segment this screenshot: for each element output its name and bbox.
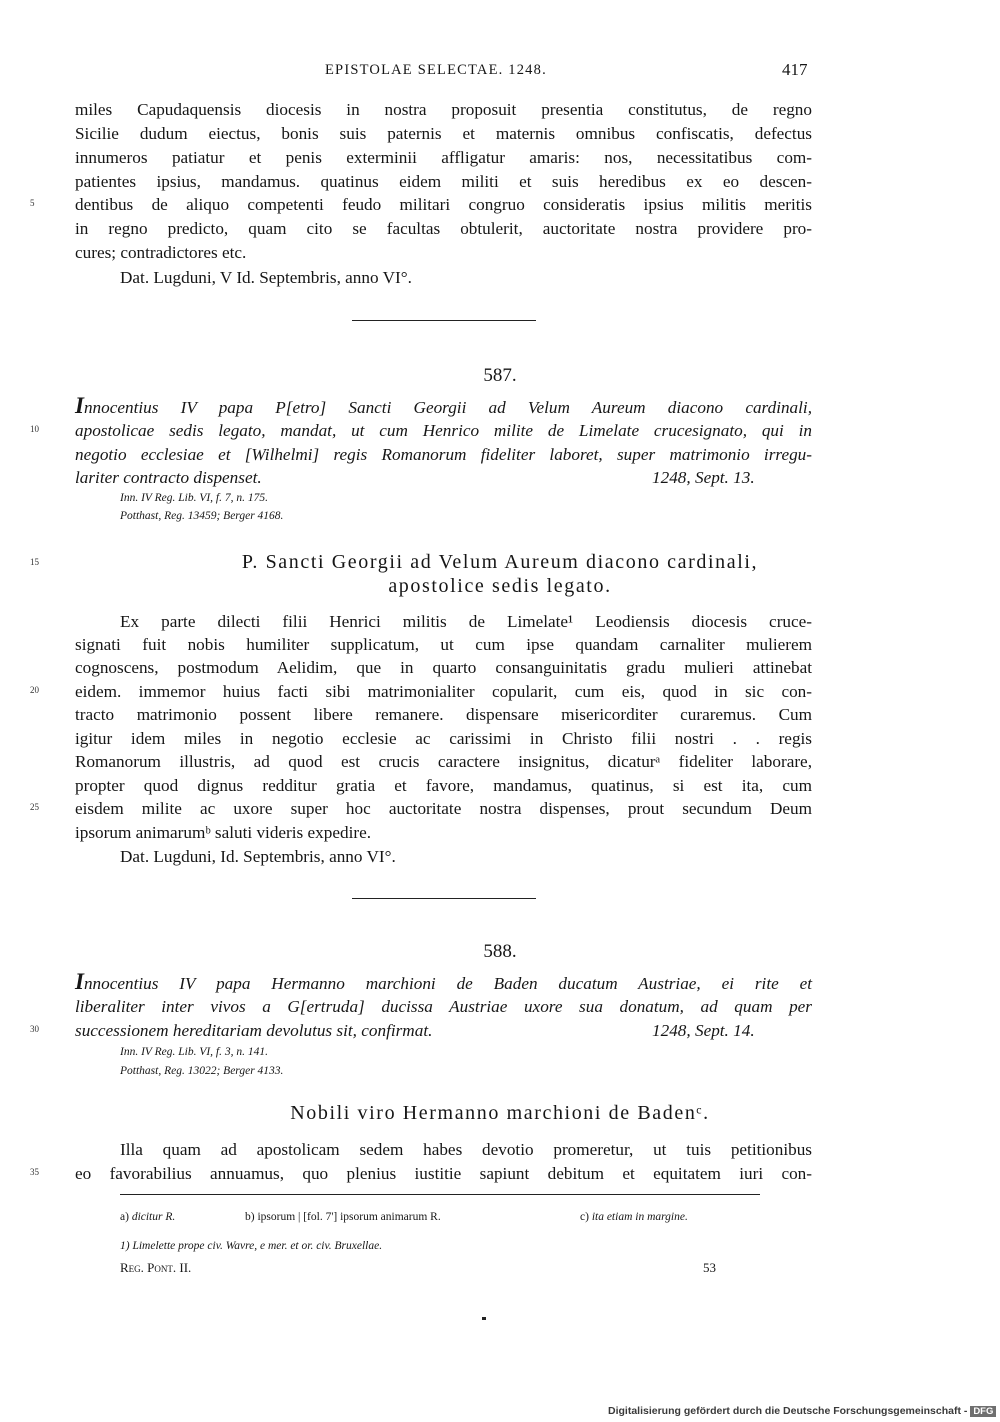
margin-line-number: 20 bbox=[30, 685, 39, 695]
signature-mark: Reg. Pont. II. bbox=[120, 1260, 192, 1275]
text-line: in regno predicto, quam cito se facultas obtulerit, auctoritate nostra providere pro- bbox=[75, 219, 812, 238]
footnote-b bbox=[245, 1211, 441, 1223]
margin-line-number: 10 bbox=[30, 424, 39, 434]
text-line: Illa quam ad apostolicam sedem habes devotio promeretur, ut tuis petitionibus bbox=[120, 1140, 812, 1159]
sheet-number: 53 bbox=[703, 1260, 716, 1275]
running-title: EPISTOLAE SELECTAE. 1248. bbox=[325, 62, 547, 78]
text-line: igitur idem miles in negotio ecclesie ac carissimi in Christo filii nostri . . regis bbox=[75, 729, 812, 748]
text-line: eidem. immemor huius facti sibi matrimonialiter copularit, cum eis, quod in sic con- bbox=[75, 682, 812, 701]
text-line: propter quod dignus redditur gratia et favore, mandamus, quatinus, si est ita, cum bbox=[75, 776, 812, 795]
footnote-text: ita etiam in margine. bbox=[591, 1211, 688, 1223]
text-line: tracto matrimonio possent libere remanere. dispensare misericorditer curaremus. Cum bbox=[75, 705, 812, 724]
footnote-text: dicitur R. bbox=[131, 1211, 176, 1223]
text-line: eo favorabilius annuamus, quo plenius iustitie sapiunt debitum et equitatem iuri con- bbox=[75, 1164, 812, 1183]
margin-line-number: 35 bbox=[30, 1167, 39, 1177]
text-line: cognoscens, postmodum Aelidim, que in quarto consanguinitatis gradu mulieri attinebat bbox=[75, 658, 812, 677]
source-reference: Inn. IV Reg. Lib. VI, f. 7, n. 175. bbox=[120, 492, 268, 504]
source-reference: Potthast, Reg. 13022; Berger 4133. bbox=[120, 1065, 284, 1077]
text-line: ipsorum animarumᵇ saluti videris expedire. bbox=[75, 823, 372, 842]
funding-text: Digitalisierung gefördert durch die Deutsche Forschungsgemeinschaft - bbox=[608, 1405, 968, 1417]
footnote-c bbox=[580, 1211, 688, 1223]
text-line: Ex parte dilecti filii Henrici militis de Limelate¹ Leodiensis diocesis cruce- bbox=[120, 612, 812, 631]
text-line: Sicilie dudum eiectus, bonis suis paternis et maternis omnibus confiscatis, defectus bbox=[75, 124, 812, 143]
margin-line-number: 25 bbox=[30, 802, 39, 812]
margin-line-number: 30 bbox=[30, 1024, 39, 1034]
margin-line-number: 5 bbox=[30, 198, 35, 208]
source-reference: Inn. IV Reg. Lib. VI, f. 3, n. 141. bbox=[120, 1046, 268, 1058]
letter-number: 587. bbox=[483, 365, 517, 386]
text-line: Romanorum illustris, ad quod est crucis caractere insignitus, dicaturᵃ fideliter laborare, bbox=[75, 752, 812, 771]
initial-letter: I bbox=[75, 969, 84, 994]
section-divider bbox=[352, 320, 536, 321]
footnote-mark: c) bbox=[580, 1211, 589, 1223]
footnote-mark: b) bbox=[245, 1211, 255, 1223]
section-divider bbox=[352, 898, 536, 899]
regest-line-text: nnocentius IV papa Hermanno marchioni de Baden ducatum Austriae, ei rite et bbox=[83, 974, 812, 993]
regest-line-text: nnocentius IV papa P[etro] Sancti Georgii ad Velum Aureum diacono cardinali, bbox=[83, 398, 812, 417]
regest-line: successionem hereditariam devolutus sit, confirmat. bbox=[75, 1021, 433, 1040]
dating-clause: Dat. Lugduni, Id. Septembris, anno VI°. bbox=[120, 847, 396, 866]
regest-line: liberaliter inter vivos a G[ertruda] ducissa Austriae uxore sua donatum, ad quam per bbox=[75, 997, 812, 1016]
initial-letter: I bbox=[75, 393, 84, 418]
address-line: P. Sancti Georgii ad Velum Aureum diacono cardinali, bbox=[241, 551, 759, 573]
text-line: miles Capudaquensis diocesis in nostra proposuit presentia constitutus, de regno bbox=[75, 100, 812, 119]
text-line: signati fuit nobis humiliter supplicatum, ut cum ipse quandam carnaliter mulierem bbox=[75, 635, 812, 654]
dfg-logo: DFG bbox=[970, 1406, 996, 1417]
footnote-mark: a) bbox=[120, 1211, 129, 1223]
letter-number: 588. bbox=[483, 941, 517, 962]
funding-note bbox=[608, 1405, 996, 1417]
regest-line: negotio ecclesiae et [Wilhelmi] regis Romanorum fideliter laboret, super matrimonio irregu- bbox=[75, 445, 812, 464]
regest-line: lariter contracto dispenset. bbox=[75, 468, 262, 487]
text-line: dentibus de aliquo competenti feudo militari congruo consideratis ipsius militis meritis bbox=[75, 195, 812, 214]
footnote-text: ipsorum | [fol. 7'] ipsorum animarum R. bbox=[257, 1211, 441, 1223]
address-line: apostolice sedis legato. bbox=[388, 575, 612, 597]
footnote-divider bbox=[120, 1194, 760, 1195]
regest-date: 1248, Sept. 13. bbox=[652, 468, 755, 487]
regest-line bbox=[75, 970, 812, 996]
page-number: 417 bbox=[782, 60, 808, 79]
text-line: eisdem milite ac uxore super hoc auctoritate nostra dispenses, prout secundum Deum bbox=[75, 799, 812, 818]
address-line: Nobili viro Hermanno marchioni de Badenᶜ. bbox=[290, 1102, 710, 1124]
footnote-1: 1) Limelette prope civ. Wavre, e mer. et or. civ. Bruxellae. bbox=[120, 1240, 383, 1252]
dating-clause: Dat. Lugduni, V Id. Septembris, anno VI°. bbox=[120, 268, 412, 287]
regest-line bbox=[75, 394, 812, 420]
scan-speck bbox=[482, 1317, 486, 1320]
text-line: innumeros patiatur et penis exterminii affligatur amaris: nos, necessitatibus com- bbox=[75, 148, 812, 167]
footnote-a bbox=[120, 1211, 175, 1223]
source-reference: Potthast, Reg. 13459; Berger 4168. bbox=[120, 510, 284, 522]
text-line: cures; contradictores etc. bbox=[75, 243, 247, 262]
margin-line-number: 15 bbox=[30, 557, 39, 567]
regest-line: apostolicae sedis legato, mandat, ut cum Henrico milite de Limelate crucesignato, qui in bbox=[75, 421, 812, 440]
regest-date: 1248, Sept. 14. bbox=[652, 1021, 755, 1040]
text-line: patientes ipsius, mandamus. quatinus eidem militi et suis heredibus ex eo descen- bbox=[75, 172, 812, 191]
